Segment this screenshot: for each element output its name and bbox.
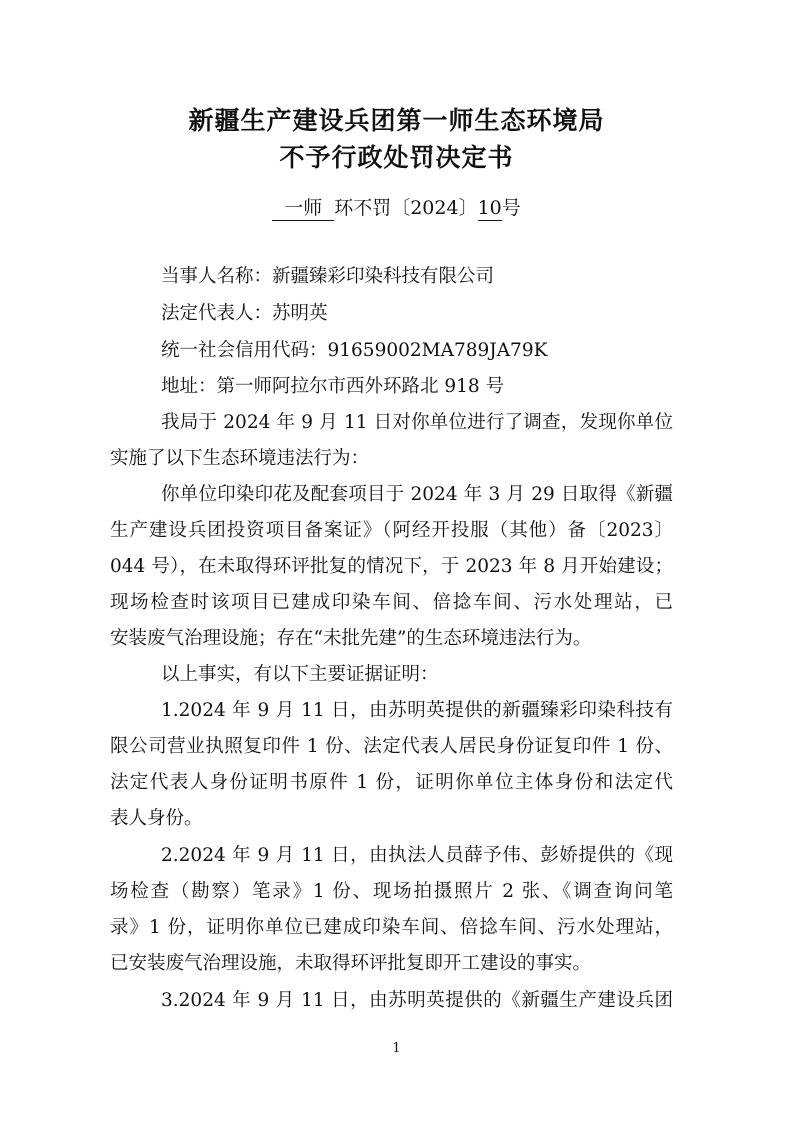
- legal-representative: 法定代表人：苏明英: [161, 303, 328, 324]
- body-line: 表人身份。: [110, 808, 203, 829]
- page-number: 1: [392, 1041, 401, 1056]
- party-name: 当事人名称：新疆臻彩印染科技有限公司: [161, 266, 495, 287]
- address: 地址：第一师阿拉尔市西外环路北 918 号: [161, 376, 505, 397]
- body-line: 3.2024 年 9 月 11 日，由苏明英提供的《新疆生产建设兵团: [161, 990, 673, 1011]
- title-line-1: 新疆生产建设兵团第一师生态环境局: [188, 106, 605, 135]
- body-line: 法定代表人身份证明书原件 1 份，证明你单位主体身份和法定代: [110, 772, 673, 793]
- body-line: 你单位印染印花及配套项目于 2024 年 3 月 29 日取得《新疆: [161, 484, 673, 505]
- body-line: 现场检查时该项目已建成印染车间、倍捻车间、污水处理站，已: [110, 592, 673, 613]
- body-line: 限公司营业执照复印件 1 份、法定代表人居民身份证复印件 1 份、: [110, 736, 673, 757]
- body-line: 实施了以下生态环境违法行为：: [110, 448, 370, 469]
- body-line: 1.2024 年 9 月 11 日，由苏明英提供的新疆臻彩印染科技有: [161, 700, 673, 721]
- doc-number-suffix: 号: [501, 197, 521, 219]
- body-line: 安装废气治理设施；存在“未批先建”的生态环境违法行为。: [110, 628, 592, 649]
- body-line: 场检查（勘察）笔录》1 份、现场拍摄照片 2 张、《调查询问笔: [110, 881, 673, 902]
- body-line: 已安装废气治理设施，未取得环评批复即开工建设的事实。: [110, 953, 592, 974]
- body-line: 2.2024 年 9 月 11 日，由执法人员薛予伟、彭娇提供的《现: [161, 845, 673, 866]
- doc-number-prefix: 一师: [272, 196, 334, 221]
- credit-code: 统一社会信用代码：91659002MA789JA79K: [161, 340, 548, 361]
- body-line: 生产建设兵团投资项目备案证》（阿经开投服（其他）备〔2023〕: [110, 520, 673, 541]
- body-line: 我局于 2024 年 9 月 11 日对你单位进行了调查，发现你单位: [161, 412, 673, 433]
- document-number: [0, 193, 793, 221]
- body-line: 以上事实，有以下主要证据证明：: [161, 664, 439, 685]
- body-line: 录》1 份，证明你单位已建成印染车间、倍捻车间、污水处理站，: [110, 917, 673, 938]
- title-line-2: 不予行政处罚决定书: [279, 143, 514, 172]
- doc-number-middle: 环不罚〔2024〕: [334, 197, 478, 219]
- doc-number-value: 10: [477, 197, 502, 219]
- body-line: 044 号），在未取得环评批复的情况下，于 2023 年 8 月开始建设；: [110, 556, 673, 577]
